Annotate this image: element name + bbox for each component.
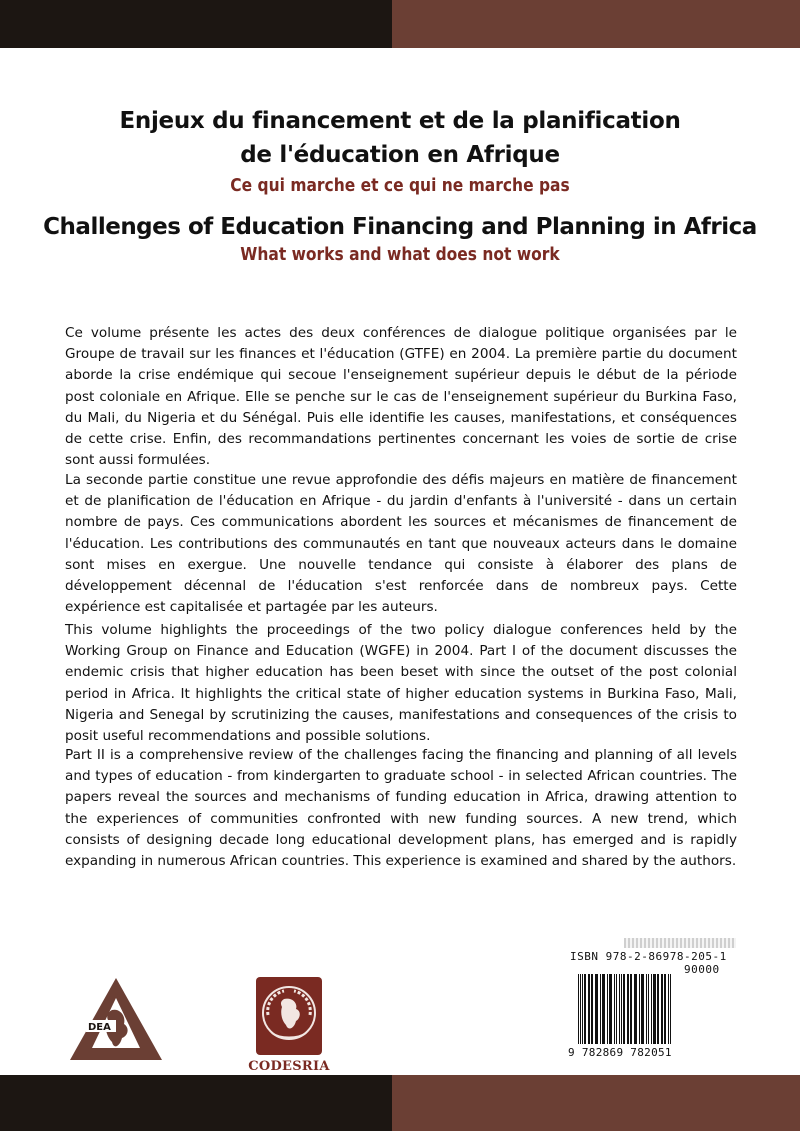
barcode-bar [595, 974, 598, 1044]
barcode-bar [600, 974, 601, 1044]
barcode-bar [668, 974, 669, 1044]
paragraph-english-1: This volume highlights the proceedings of the two policy dialogue conferences held by the Working Group on Finance and Education (WGFE) in 2004. Part I of the document discusses the endemic crisis that higher education has been beset with since the outset of the post colonial period in Africa. It highlights the critical state of higher education systems in Burkina Faso, Mali, Nigeria and Senegal by scrutinizing the causes, manifestations and consequences of the crisis to posit useful recommendations and possible solutions. [65, 622, 737, 745]
barcode-bar [661, 974, 663, 1044]
top-band-dark [0, 0, 392, 48]
barcode-bar [639, 974, 640, 1044]
barcode-bar [607, 974, 608, 1044]
barcode-bar [657, 974, 659, 1044]
barcode-bar [634, 974, 637, 1044]
barcode-bar [582, 974, 583, 1044]
barcode-bar [580, 974, 581, 1044]
barcode-bar [609, 974, 612, 1044]
top-band-brown [392, 0, 800, 48]
adea-logo [66, 976, 166, 1066]
bottom-color-band [0, 1075, 800, 1131]
barcode-bar [648, 974, 649, 1044]
paragraph-english-2: Part II is a comprehensive review of the challenges facing the financing and planning of all levels and types of education - from kindergarten to graduate school - in selected African countries. The papers reveal the sources and mechanisms of funding education in Africa, drawing attention to the experiences of communities confronted with new funding sources. A new trend, which consists of designing decade long educational development plans, has emerged and is rapidly expanding in numerous African countries. This experience is examined and shared by the authors. [65, 747, 737, 870]
barcode-bar [588, 974, 590, 1044]
bottom-band-brown [392, 1075, 800, 1131]
barcode-bar [646, 974, 647, 1044]
barcode-bars [576, 974, 728, 1044]
barcode-bar [641, 974, 644, 1044]
barcode-bar [602, 974, 605, 1044]
top-color-band [0, 0, 800, 48]
price-code: 90000 [684, 963, 720, 976]
codesria-logo [244, 975, 334, 1074]
barcode-bar [653, 974, 656, 1044]
barcode-bar [630, 974, 632, 1044]
paragraph-french-1: Ce volume présente les actes des deux conférences de dialogue politique organisées par le Groupe de travail sur les finances et l'éducation (GTFE) en 2004. La première partie du document aborde la crise endémique qui secoue l'enseignement supérieur depuis le début de la période post coloniale en Afrique. Elle se penche sur le cas de l'enseignement supérieur du Burkina Faso, du Mali, du Nigeria et du Sénégal. Puis elle identifie les causes, manifestations, et conséquences de cette crise. Enfin, des recommandations pertinentes concernant les voies de sortie de crise sont aussi formulées. [65, 325, 737, 469]
subtitle-french: Ce qui marche et ce qui ne marche pas [230, 175, 570, 196]
barcode-digits: 9 782869 782051 [568, 1046, 672, 1059]
barcode-bar [621, 974, 622, 1044]
barcode-bar [627, 974, 629, 1044]
title-english: Challenges of Education Financing and Planning in Africa [43, 214, 757, 240]
title-french-line2: de l'éducation en Afrique [240, 142, 560, 168]
title-french-line1: Enjeux du financement et de la planification [119, 108, 681, 134]
paragraph-french-2: La seconde partie constitue une revue approfondie des défis majeurs en matière de financement et de planification de l'éducation en Afrique - du jardin d'enfants à l'université - dans un certain nombre de pays. Ces communications abordent les sources et mécanismes de financement de l'éducation. Les contributions des communautés en tant que nouveaux acteurs dans le domaine sont mises en exergue. Une nouvelle tendance qui consiste à élaborer des plans de développement décennal de l'éducation s'est renforcée dans de nombreux pays. Cette expérience est capitalisée et partagée par les auteurs. [65, 472, 737, 616]
codesria-logo-label: CODESRIA [248, 1059, 330, 1074]
barcode-bar [616, 974, 617, 1044]
adea-logo-text: DEA [88, 1022, 111, 1033]
barcode-bar [619, 974, 620, 1044]
barcode-bar [623, 974, 625, 1044]
barcode-bar [670, 974, 671, 1044]
isbn-barcode [568, 938, 736, 1068]
barcode-bar [651, 974, 652, 1044]
barcode-bar [578, 974, 579, 1044]
barcode-bar [664, 974, 666, 1044]
barcode-bar [584, 974, 586, 1044]
isbn-number: ISBN 978-2-86978-205-1 [570, 950, 727, 963]
barcode-bar [591, 974, 593, 1044]
bottom-band-dark [0, 1075, 392, 1131]
title-block [0, 104, 800, 268]
barcode-bar [614, 974, 615, 1044]
barcode-top-strip [624, 938, 736, 948]
subtitle-english: What works and what does not work [240, 244, 560, 265]
